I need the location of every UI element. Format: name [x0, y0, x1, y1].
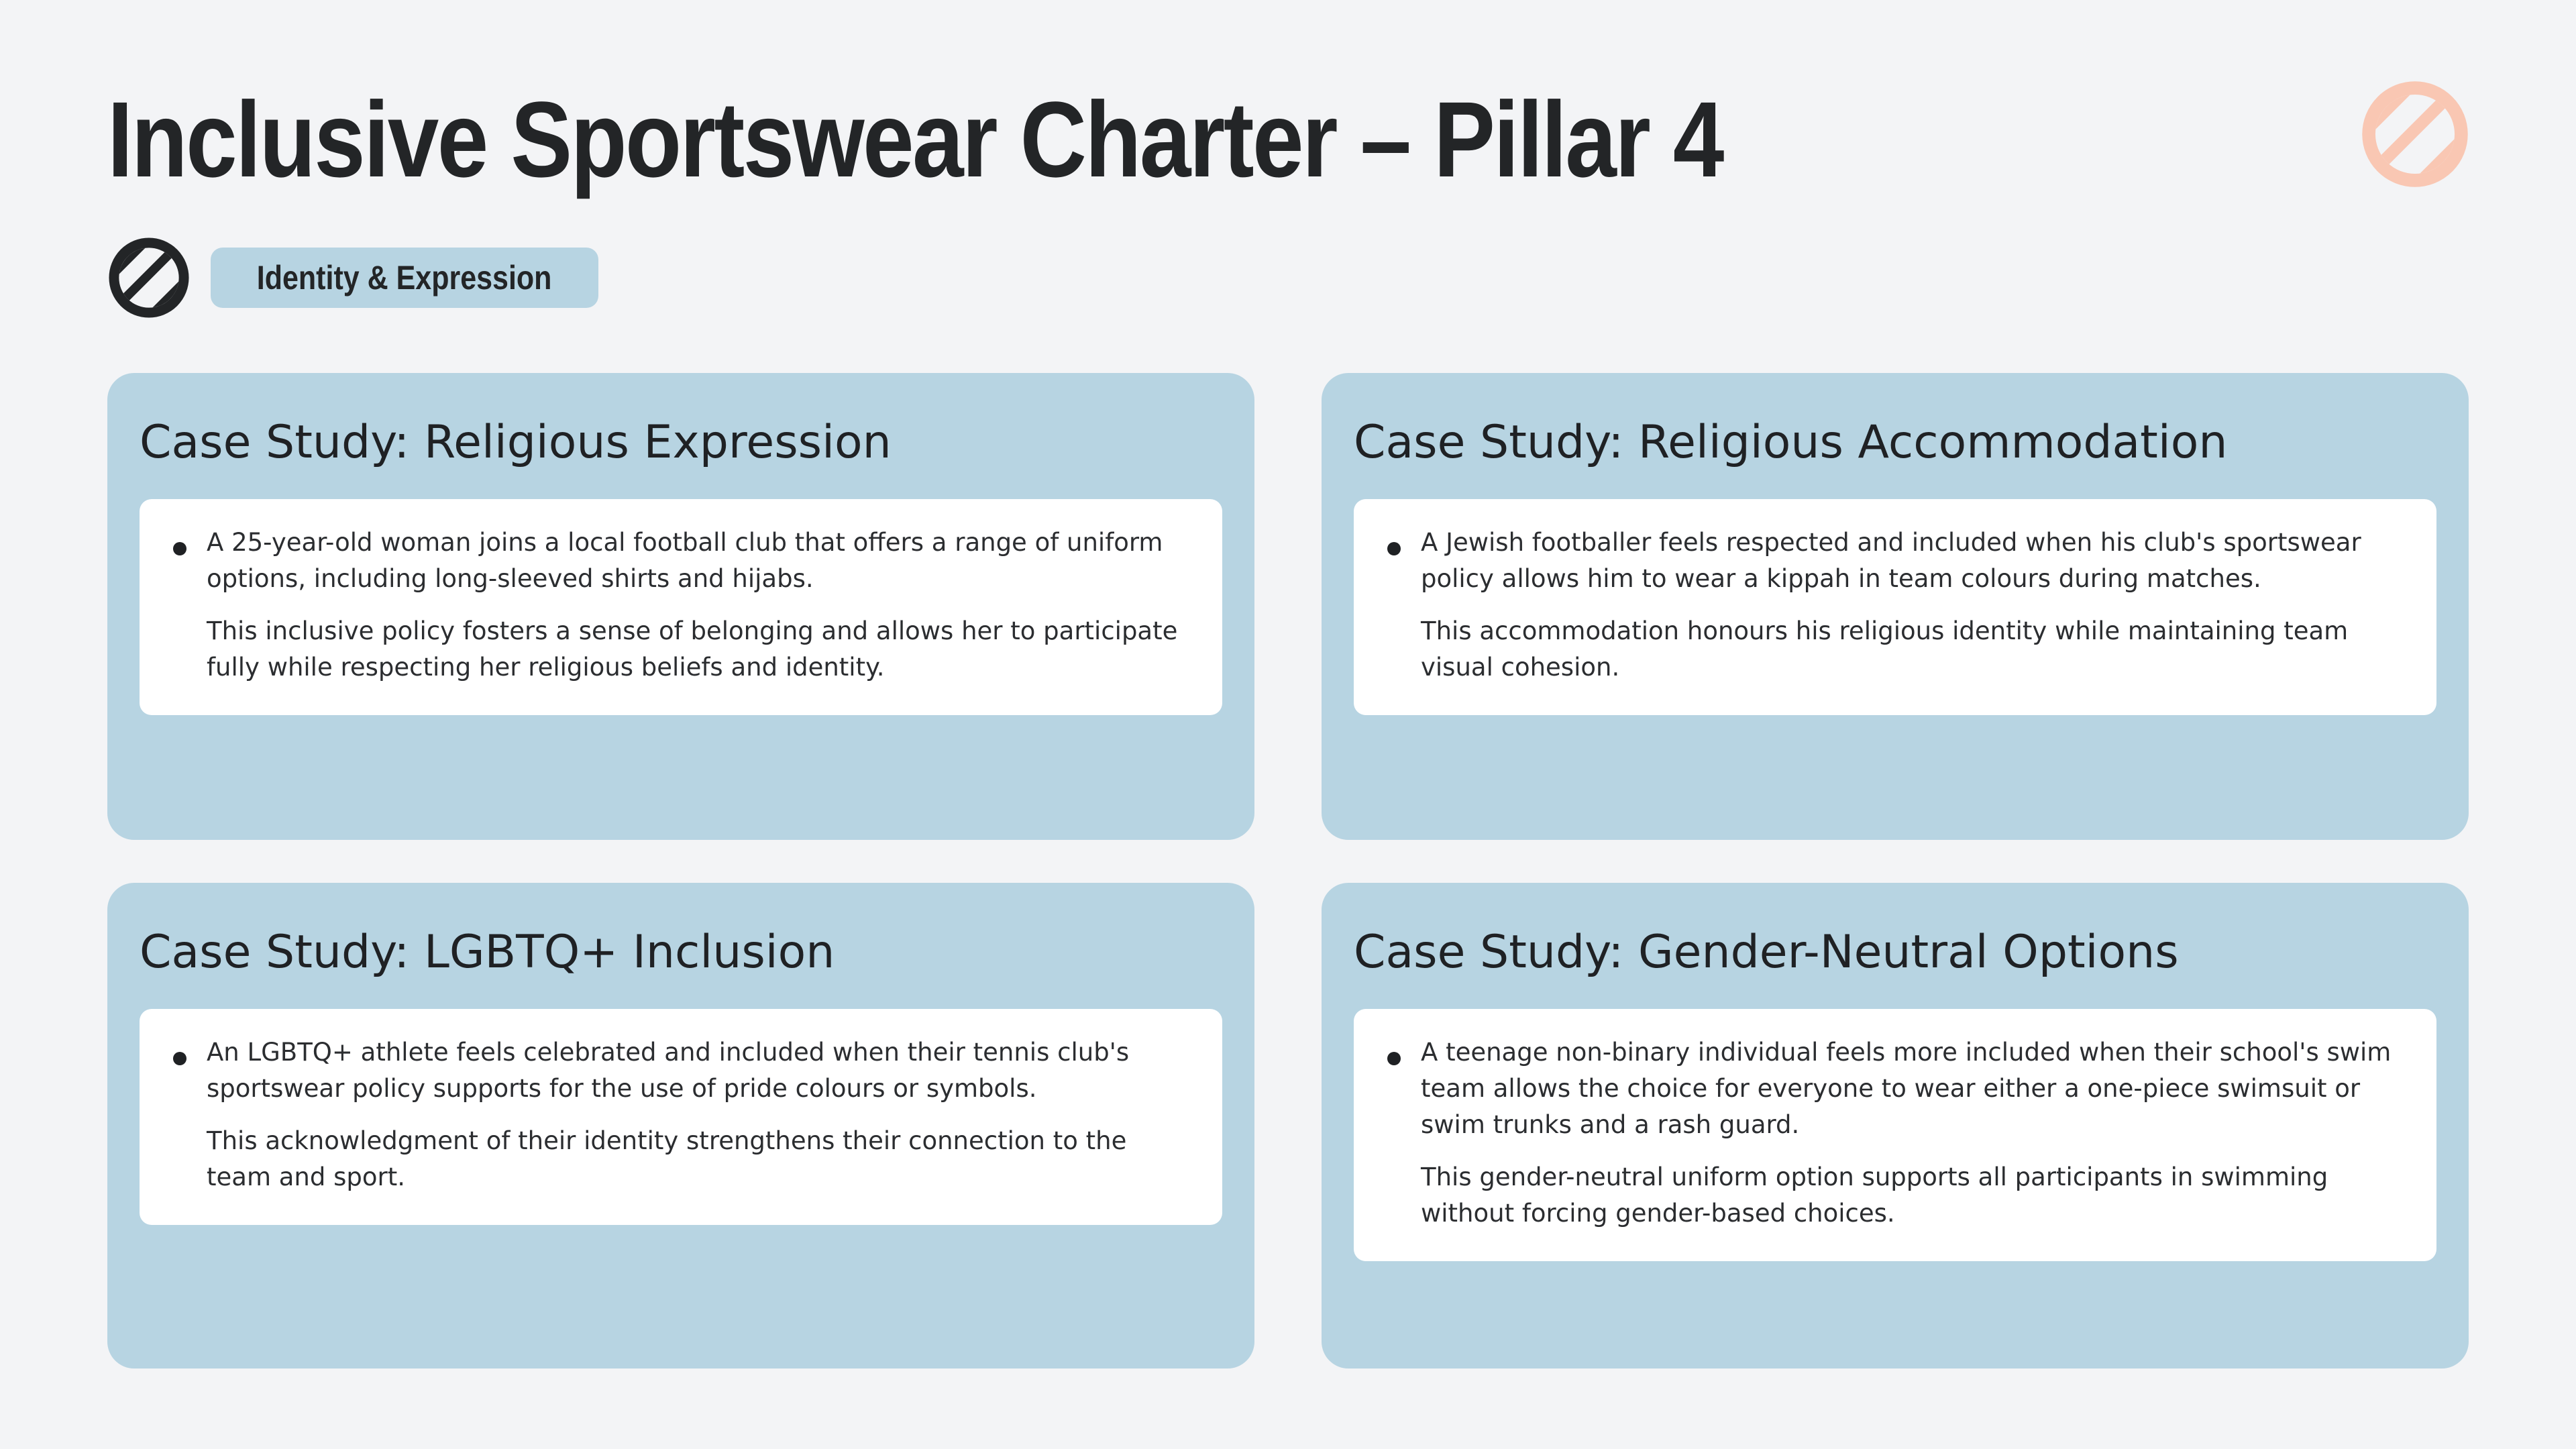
- page-title: Inclusive Sportswear Charter – Pillar 4: [107, 79, 1723, 199]
- pillar-tag-label: Identity & Expression: [257, 259, 552, 297]
- bullet-icon: [173, 542, 186, 555]
- case-description: A Jewish footballer feels respected and included when his club's sportswear policy allows him to wear a kippah in team colours during matches.: [1421, 528, 2361, 593]
- case-description: An LGBTQ+ athlete feels celebrated and included when their tennis club's sportswear policy supports for the use of pride colours or symbols.: [207, 1038, 1130, 1103]
- case-outcome: This acknowledgment of their identity strengthens their connection to the team and sport.: [207, 1126, 1127, 1191]
- case-description: A teenage non-binary individual feels more included when their school's swim team allows the choice for everyone to wear either a one-piece swimsuit or swim trunks and a rash guard.: [1421, 1038, 2392, 1139]
- case-study-card-gender-neutral-options: [1322, 883, 2469, 1368]
- card-body: [1354, 499, 2436, 715]
- case-description: A 25-year-old woman joins a local football club that offers a range of uniform options, including long-sleeved shirts and hijabs.: [207, 528, 1163, 593]
- case-outcome: This accommodation honours his religious identity while maintaining team visual cohesion.: [1421, 616, 2349, 682]
- striped-circle-icon: [2360, 79, 2470, 189]
- card-title: Case Study: Gender-Neutral Options: [1354, 926, 2179, 979]
- case-study-card-religious-accommodation: [1322, 373, 2469, 840]
- case-outcome: This inclusive policy fosters a sense of belonging and allows her to participate fully while respecting her religious beliefs and identity.: [207, 616, 1178, 682]
- card-title: Case Study: Religious Expression: [140, 416, 892, 469]
- card-body: [140, 1009, 1222, 1225]
- striped-circle-icon: [107, 236, 191, 319]
- card-title: Case Study: LGBTQ+ Inclusion: [140, 926, 835, 979]
- bullet-icon: [173, 1052, 186, 1065]
- card-title: Case Study: Religious Accommodation: [1354, 416, 2228, 469]
- case-outcome: This gender-neutral uniform option supports all participants in swimming without forcing gender-based choices.: [1421, 1163, 2328, 1228]
- card-body: [1354, 1009, 2436, 1261]
- pillar-header: [107, 236, 598, 319]
- bullet-icon: [1387, 542, 1401, 555]
- pillar-tag: [211, 248, 598, 308]
- card-body: [140, 499, 1222, 715]
- case-study-card-lgbtq-inclusion: [107, 883, 1254, 1368]
- case-study-card-religious-expression: [107, 373, 1254, 840]
- bullet-icon: [1387, 1052, 1401, 1065]
